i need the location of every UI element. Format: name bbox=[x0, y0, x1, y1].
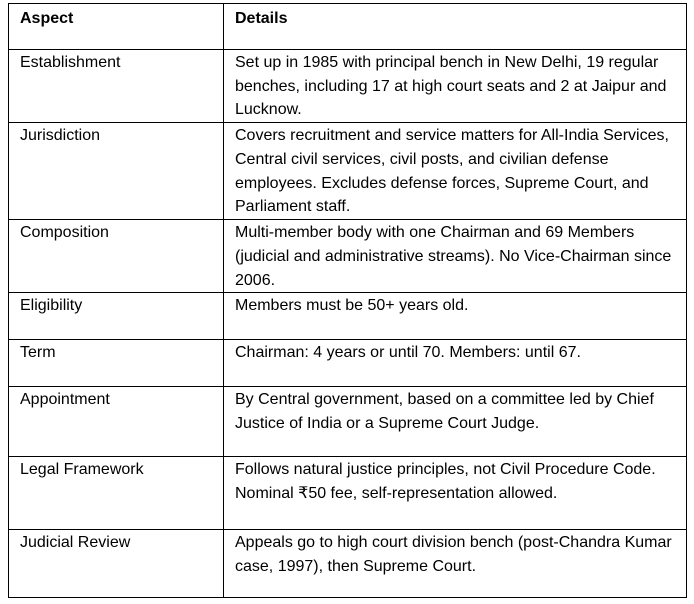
table-row bbox=[9, 530, 687, 598]
aspect-cell: Establishment bbox=[9, 50, 224, 123]
table-row bbox=[9, 220, 687, 293]
header-details: Details bbox=[224, 4, 687, 50]
aspect-cell: Term bbox=[9, 340, 224, 387]
aspect-cell: Legal Framework bbox=[9, 457, 224, 530]
aspect-cell: Eligibility bbox=[9, 293, 224, 340]
table-row bbox=[9, 123, 687, 220]
aspect-cell: Composition bbox=[9, 220, 224, 293]
table-row bbox=[9, 340, 687, 387]
details-cell: Appeals go to high court division bench (post-Chandra Kumar case, 1997), then Supreme Court. bbox=[224, 530, 687, 598]
details-cell: Set up in 1985 with principal bench in New Delhi, 19 regular benches, including 17 at high court seats and 2 at Jaipur and Lucknow. bbox=[224, 50, 687, 123]
details-cell: Members must be 50+ years old. bbox=[224, 293, 687, 340]
table-header-row bbox=[9, 4, 687, 50]
header-aspect: Aspect bbox=[9, 4, 224, 50]
aspect-cell: Jurisdiction bbox=[9, 123, 224, 220]
details-cell: By Central government, based on a committee led by Chief Justice of India or a Supreme Court Judge. bbox=[224, 387, 687, 457]
details-cell: Chairman: 4 years or until 70. Members: until 67. bbox=[224, 340, 687, 387]
table-row bbox=[9, 293, 687, 340]
details-cell: Multi-member body with one Chairman and 69 Members (judicial and administrative streams). No Vice-Chairman since 2006. bbox=[224, 220, 687, 293]
details-cell: Covers recruitment and service matters for All-India Services, Central civil services, civil posts, and civilian defense employees. Excludes defense forces, Supreme Court, and Parliament staff. bbox=[224, 123, 687, 220]
table-row bbox=[9, 50, 687, 123]
table-row bbox=[9, 457, 687, 530]
details-cell: Follows natural justice principles, not Civil Procedure Code. Nominal ₹50 fee, self-representation allowed. bbox=[224, 457, 687, 530]
table-row bbox=[9, 387, 687, 457]
aspects-table bbox=[8, 3, 687, 598]
aspect-cell: Judicial Review bbox=[9, 530, 224, 598]
aspect-cell: Appointment bbox=[9, 387, 224, 457]
